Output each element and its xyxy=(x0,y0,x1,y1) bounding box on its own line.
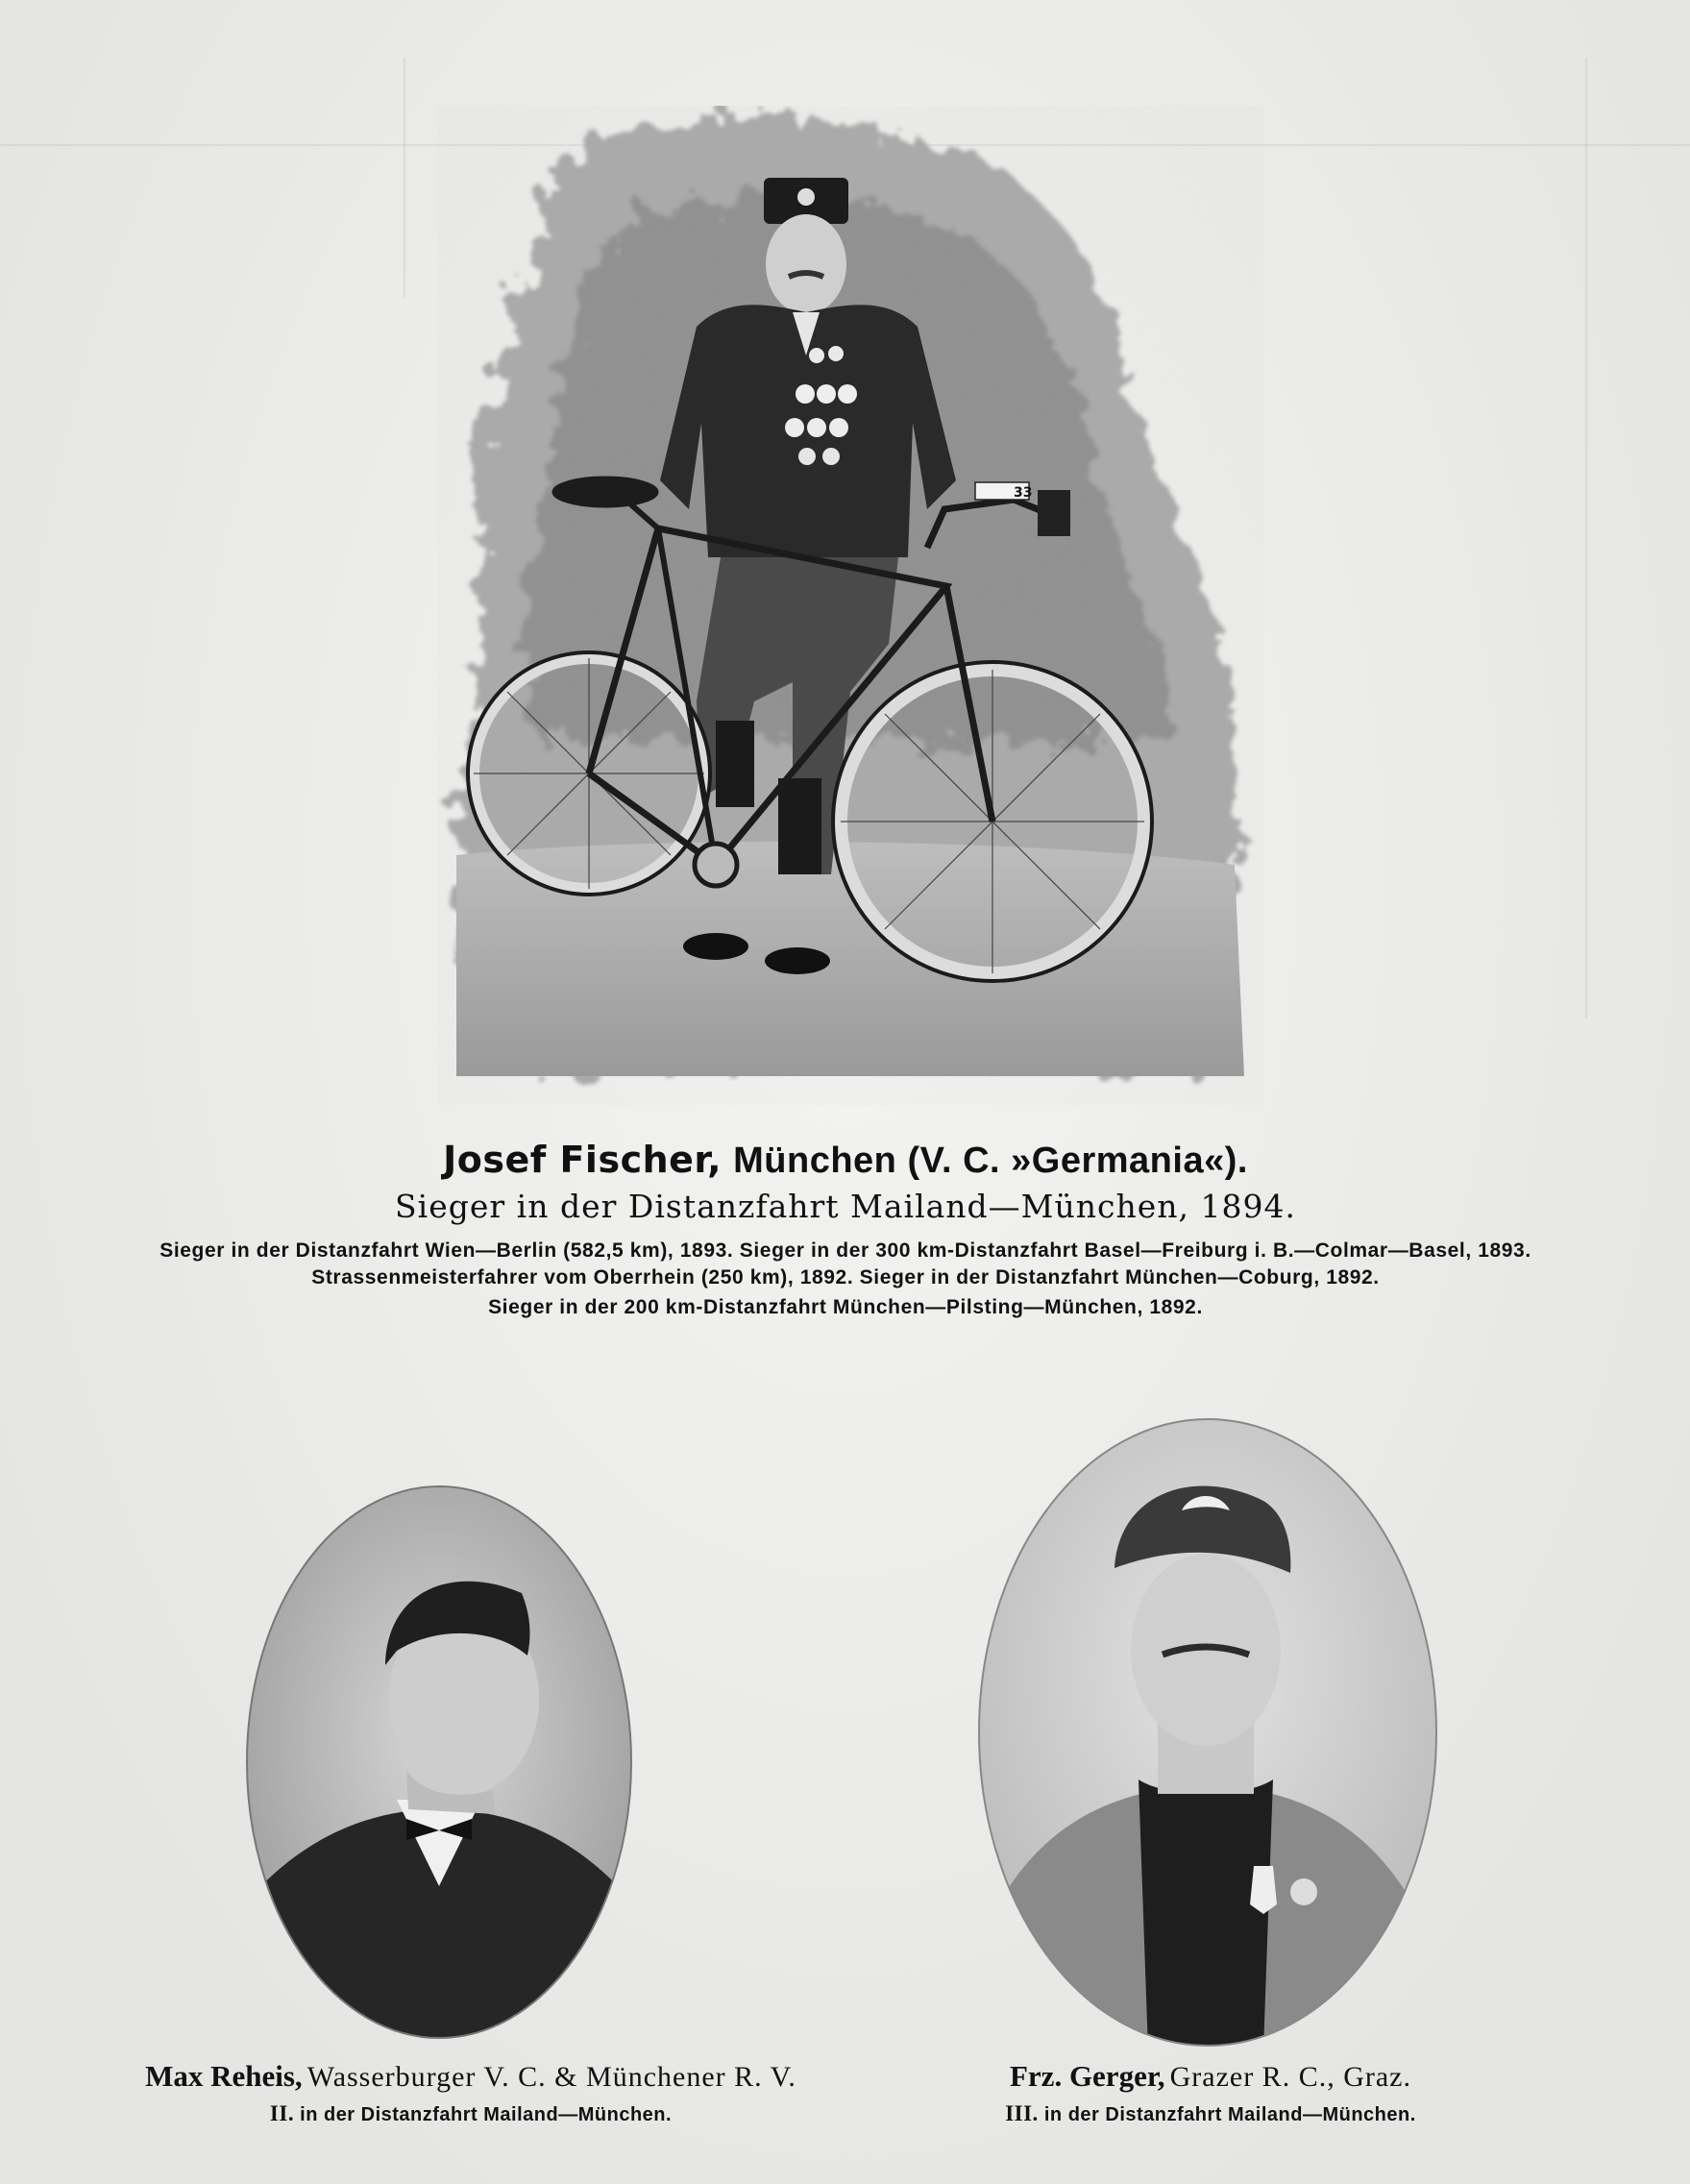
main-caption-name-line xyxy=(58,1139,1633,1182)
second-place-caption xyxy=(58,2059,884,2126)
face xyxy=(766,214,846,314)
second-place-placing-line xyxy=(58,2101,884,2126)
main-victory-line xyxy=(58,1188,1633,1225)
main-detail-line: Sieger in der Distanzfahrt Wien—Berlin (582,5 km), 1893. Sieger in der 300 km-Distanzfahrt Basel—Freiburg i. B.—Colmar—Basel, 1893. xyxy=(159,1239,1531,1262)
medal-icon xyxy=(1290,1878,1317,1905)
number-plate-text: 33 xyxy=(1014,485,1033,501)
shoe xyxy=(765,947,830,974)
main-club: München (V. C. »Germania«). xyxy=(733,1141,1248,1181)
main-name: Josef Fischer, xyxy=(443,1139,723,1181)
jersey xyxy=(1139,1779,1273,2050)
saddle xyxy=(552,477,658,507)
third-place-club: Grazer R. C., Graz. xyxy=(1169,2061,1411,2093)
second-place-club: Wasserburger V. C. & Münchener R. V. xyxy=(306,2061,796,2093)
third-place-rank: III. xyxy=(1005,2101,1039,2125)
second-place-placing: in der Distanzfahrt Mailand—München. xyxy=(300,2104,673,2125)
second-place-portrait xyxy=(243,1483,635,2043)
main-detail-line: Sieger in der 200 km-Distanzfahrt München—Pilsting—München, 1892. xyxy=(488,1296,1203,1318)
third-place-portrait xyxy=(975,1414,1441,2050)
main-portrait-photo xyxy=(437,106,1263,1105)
show-through-rule xyxy=(404,58,405,298)
third-place-placing: in der Distanzfahrt Mailand—München. xyxy=(1043,2104,1416,2125)
show-through-rule xyxy=(1585,58,1587,1018)
third-place-caption xyxy=(922,2059,1499,2126)
third-place-placing-line xyxy=(922,2101,1499,2126)
main-victory: Sieger in der Distanzfahrt Mailand—München, 1894. xyxy=(395,1188,1296,1225)
second-place-name: Max Reheis, xyxy=(145,2059,303,2093)
shoe xyxy=(683,933,748,960)
main-detail-line: Strassenmeisterfahrer vom Oberrhein (250 km), 1892. Sieger in der Distanzfahrt München—Coburg, 1892. xyxy=(311,1266,1380,1288)
second-place-rank: II. xyxy=(269,2101,295,2125)
badge-icon xyxy=(1250,1866,1277,1914)
third-place-name: Frz. Gerger, xyxy=(1009,2059,1165,2093)
